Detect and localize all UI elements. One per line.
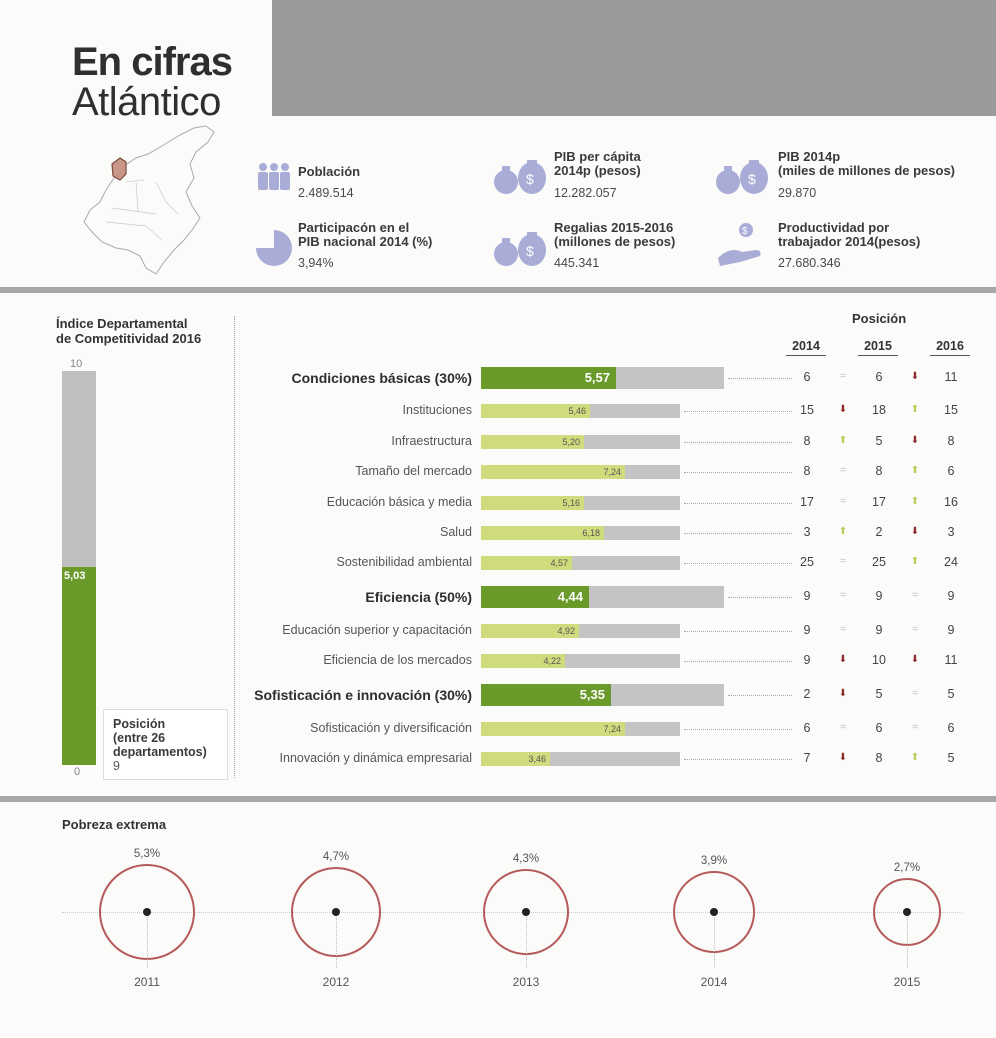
leader-line bbox=[684, 533, 792, 534]
position-2016: 6 bbox=[947, 464, 955, 478]
poverty-dot bbox=[332, 908, 340, 916]
position-2016: 8 bbox=[947, 434, 955, 448]
poverty-stem bbox=[526, 912, 527, 968]
position-2014: 6 bbox=[803, 721, 811, 735]
score-bar-fill: 5,46 bbox=[481, 404, 590, 418]
poverty-value-label: 4,3% bbox=[512, 853, 540, 865]
score-bar-fill: 5,57 bbox=[481, 367, 616, 389]
stat-label: Participacón en el PIB nacional 2014 (%) bbox=[298, 220, 433, 249]
poverty-title: Pobreza extrema bbox=[62, 817, 167, 832]
score-bar-fill: 7,24 bbox=[481, 465, 625, 479]
row-label: Eficiencia (50%) bbox=[365, 589, 472, 605]
poverty-stem bbox=[336, 912, 337, 968]
poverty-year-label: 2011 bbox=[134, 975, 160, 989]
poverty-year-label: 2014 bbox=[700, 975, 728, 989]
change-arrow-equal-icon: = bbox=[912, 590, 918, 601]
position-2015: 8 bbox=[875, 751, 883, 765]
position-2015: 8 bbox=[875, 464, 883, 478]
position-2016: 11 bbox=[944, 370, 958, 384]
position-2014: 9 bbox=[803, 623, 811, 637]
position-2015: 18 bbox=[872, 403, 886, 417]
position-2016: 9 bbox=[947, 623, 955, 637]
change-arrow-up-icon: ⬆ bbox=[910, 465, 920, 476]
position-2015: 5 bbox=[875, 687, 883, 701]
score-bar-fill: 6,18 bbox=[481, 526, 604, 540]
change-arrow-equal-icon: = bbox=[840, 590, 846, 601]
pie-icon bbox=[254, 228, 294, 273]
vertical-divider bbox=[234, 316, 235, 778]
poverty-dot bbox=[903, 908, 911, 916]
leader-line bbox=[728, 378, 792, 379]
position-2015: 17 bbox=[872, 495, 886, 509]
row-label: Educación básica y media bbox=[326, 495, 472, 509]
poverty-year-label: 2013 bbox=[512, 975, 540, 989]
stat-value: 27.680.346 bbox=[778, 256, 841, 270]
change-arrow-up-icon: ⬆ bbox=[838, 435, 848, 446]
poverty-value-label: 3,9% bbox=[700, 855, 728, 867]
change-arrow-equal-icon: = bbox=[840, 465, 846, 476]
svg-text:$: $ bbox=[526, 171, 534, 187]
change-arrow-equal-icon: = bbox=[840, 556, 846, 567]
score-bar-fill: 5,16 bbox=[481, 496, 584, 510]
change-arrow-down-icon: ⬇ bbox=[838, 752, 848, 763]
change-arrow-up-icon: ⬆ bbox=[910, 496, 920, 507]
score-bar-fill: 4,57 bbox=[481, 556, 572, 570]
position-2015: 6 bbox=[875, 370, 883, 384]
position-2016: 24 bbox=[944, 555, 958, 569]
score-bar-fill: 4,92 bbox=[481, 624, 579, 638]
position-2015: 5 bbox=[875, 434, 883, 448]
row-label: Infraestructura bbox=[391, 434, 472, 448]
stat-label: Población bbox=[298, 164, 361, 179]
position-2014: 15 bbox=[800, 403, 814, 417]
position-2014: 25 bbox=[800, 555, 814, 569]
change-arrow-equal-icon: = bbox=[840, 496, 846, 507]
leader-line bbox=[684, 631, 792, 632]
position-header: Posición bbox=[852, 311, 907, 326]
leader-line bbox=[684, 472, 792, 473]
leader-line bbox=[684, 759, 792, 760]
change-arrow-equal-icon: = bbox=[840, 722, 846, 733]
position-2015: 6 bbox=[875, 721, 883, 735]
poverty-stem bbox=[714, 912, 715, 968]
section-divider bbox=[0, 796, 996, 802]
change-arrow-down-icon: ⬇ bbox=[910, 526, 920, 537]
position-2014: 2 bbox=[803, 687, 811, 701]
idc-max-label: 10 bbox=[70, 358, 83, 370]
poverty-dot bbox=[143, 908, 151, 916]
poverty-year-label: 2012 bbox=[322, 975, 350, 989]
position-2016: 16 bbox=[944, 495, 958, 509]
colombia-map bbox=[66, 122, 236, 277]
money-bags-icon bbox=[492, 232, 548, 273]
change-arrow-up-icon: ⬆ bbox=[910, 752, 920, 763]
position-label: Posición (entre 26 departamentos) bbox=[113, 717, 207, 759]
position-2016: 5 bbox=[947, 751, 955, 765]
poverty-stem bbox=[907, 912, 908, 968]
idc-bar-fill bbox=[62, 567, 96, 765]
poverty-value-label: 4,7% bbox=[322, 851, 350, 863]
change-arrow-down-icon: ⬇ bbox=[838, 688, 848, 699]
leader-line bbox=[684, 411, 792, 412]
position-2015: 9 bbox=[875, 623, 883, 637]
stat-label: Productividad por trabajador 2014(pesos) bbox=[778, 220, 921, 249]
position-2016: 6 bbox=[947, 721, 955, 735]
leader-line bbox=[684, 442, 792, 443]
position-2014: 9 bbox=[803, 653, 811, 667]
poverty-stem bbox=[147, 912, 148, 968]
money-bags-icon bbox=[492, 160, 548, 201]
score-bar-fill: 3,46 bbox=[481, 752, 550, 766]
section-divider bbox=[0, 287, 996, 293]
stat-value: 445.341 bbox=[554, 256, 600, 270]
atlantico-region bbox=[112, 158, 126, 180]
header-band bbox=[272, 0, 996, 116]
position-2016: 15 bbox=[944, 403, 958, 417]
leader-line bbox=[684, 563, 792, 564]
row-label: Innovación y dinámica empresarial bbox=[279, 751, 472, 765]
change-arrow-equal-icon: = bbox=[912, 624, 918, 635]
score-bar-fill: 4,44 bbox=[481, 586, 589, 608]
position-2016: 9 bbox=[947, 589, 955, 603]
position-2014: 8 bbox=[803, 464, 811, 478]
position-2014: 7 bbox=[803, 751, 811, 765]
people-icon bbox=[256, 160, 292, 199]
stat-label: Regalias 2015-2016 (millones de pesos) bbox=[554, 220, 676, 249]
idc-value-label: 5,03 bbox=[64, 570, 86, 582]
row-label: Educación superior y capacitación bbox=[282, 623, 472, 637]
svg-text:$: $ bbox=[748, 171, 756, 187]
position-2015: 2 bbox=[875, 525, 883, 539]
score-bar-fill: 7,24 bbox=[481, 722, 625, 736]
year-header-2014: 2014 bbox=[786, 339, 826, 356]
svg-text:$: $ bbox=[526, 243, 534, 259]
change-arrow-down-icon: ⬇ bbox=[910, 371, 920, 382]
page-title: En cifras bbox=[72, 40, 232, 84]
change-arrow-down-icon: ⬇ bbox=[910, 654, 920, 665]
position-2015: 9 bbox=[875, 589, 883, 603]
row-label: Sofisticación y diversificación bbox=[310, 721, 472, 735]
change-arrow-down-icon: ⬇ bbox=[838, 654, 848, 665]
position-2016: 11 bbox=[944, 653, 958, 667]
hand-coin-icon bbox=[716, 222, 766, 273]
svg-text:$: $ bbox=[742, 226, 748, 237]
stat-value: 29.870 bbox=[778, 186, 817, 200]
position-2014: 9 bbox=[803, 589, 811, 603]
page-subtitle: Atlántico bbox=[72, 80, 221, 124]
position-2016: 3 bbox=[947, 525, 955, 539]
change-arrow-equal-icon: = bbox=[912, 688, 918, 699]
position-2015: 25 bbox=[872, 555, 886, 569]
row-label: Tamaño del mercado bbox=[355, 464, 472, 478]
change-arrow-down-icon: ⬇ bbox=[910, 435, 920, 446]
poverty-dot bbox=[710, 908, 718, 916]
change-arrow-up-icon: ⬆ bbox=[838, 526, 848, 537]
position-value: 9 bbox=[113, 759, 120, 773]
stat-value: 2.489.514 bbox=[298, 186, 354, 200]
stat-label: PIB 2014p (miles de millones de pesos) bbox=[778, 149, 955, 178]
poverty-value-label: 5,3% bbox=[133, 848, 161, 860]
stat-label: PIB per cápita 2014p (pesos) bbox=[554, 149, 641, 178]
row-label: Sofisticación e innovación (30%) bbox=[254, 687, 472, 703]
position-2014: 8 bbox=[803, 434, 811, 448]
position-2016: 5 bbox=[947, 687, 955, 701]
idc-title: Índice Departamental de Competitividad 2016 bbox=[56, 316, 202, 346]
leader-line bbox=[684, 729, 792, 730]
year-header-2015: 2015 bbox=[858, 339, 898, 356]
row-label: Sostenibilidad ambiental bbox=[336, 555, 472, 569]
row-label: Salud bbox=[440, 525, 472, 539]
poverty-dot bbox=[522, 908, 530, 916]
row-label: Eficiencia de los mercados bbox=[323, 653, 472, 667]
row-label: Condiciones básicas (30%) bbox=[291, 370, 472, 386]
change-arrow-down-icon: ⬇ bbox=[838, 404, 848, 415]
position-2015: 10 bbox=[872, 653, 886, 667]
change-arrow-up-icon: ⬆ bbox=[910, 404, 920, 415]
stat-value: 12.282.057 bbox=[554, 186, 617, 200]
position-2014: 6 bbox=[803, 370, 811, 384]
position-box bbox=[103, 709, 228, 780]
poverty-value-label: 2,7% bbox=[893, 862, 921, 874]
row-label: Instituciones bbox=[402, 403, 472, 417]
leader-line bbox=[728, 695, 792, 696]
change-arrow-up-icon: ⬆ bbox=[910, 556, 920, 567]
change-arrow-equal-icon: = bbox=[840, 624, 846, 635]
change-arrow-equal-icon: = bbox=[840, 371, 846, 382]
stat-value: 3,94% bbox=[298, 256, 334, 270]
score-bar-fill: 5,35 bbox=[481, 684, 611, 706]
change-arrow-equal-icon: = bbox=[912, 722, 918, 733]
idc-min-label: 0 bbox=[74, 766, 81, 778]
money-bags-icon bbox=[714, 160, 770, 201]
year-header-2016: 2016 bbox=[930, 339, 970, 356]
position-2014: 17 bbox=[800, 495, 814, 509]
position-2014: 3 bbox=[803, 525, 811, 539]
leader-line bbox=[684, 503, 792, 504]
poverty-year-label: 2015 bbox=[893, 975, 921, 989]
score-bar-fill: 5,20 bbox=[481, 435, 584, 449]
leader-line bbox=[728, 597, 792, 598]
score-bar-fill: 4,22 bbox=[481, 654, 565, 668]
leader-line bbox=[684, 661, 792, 662]
